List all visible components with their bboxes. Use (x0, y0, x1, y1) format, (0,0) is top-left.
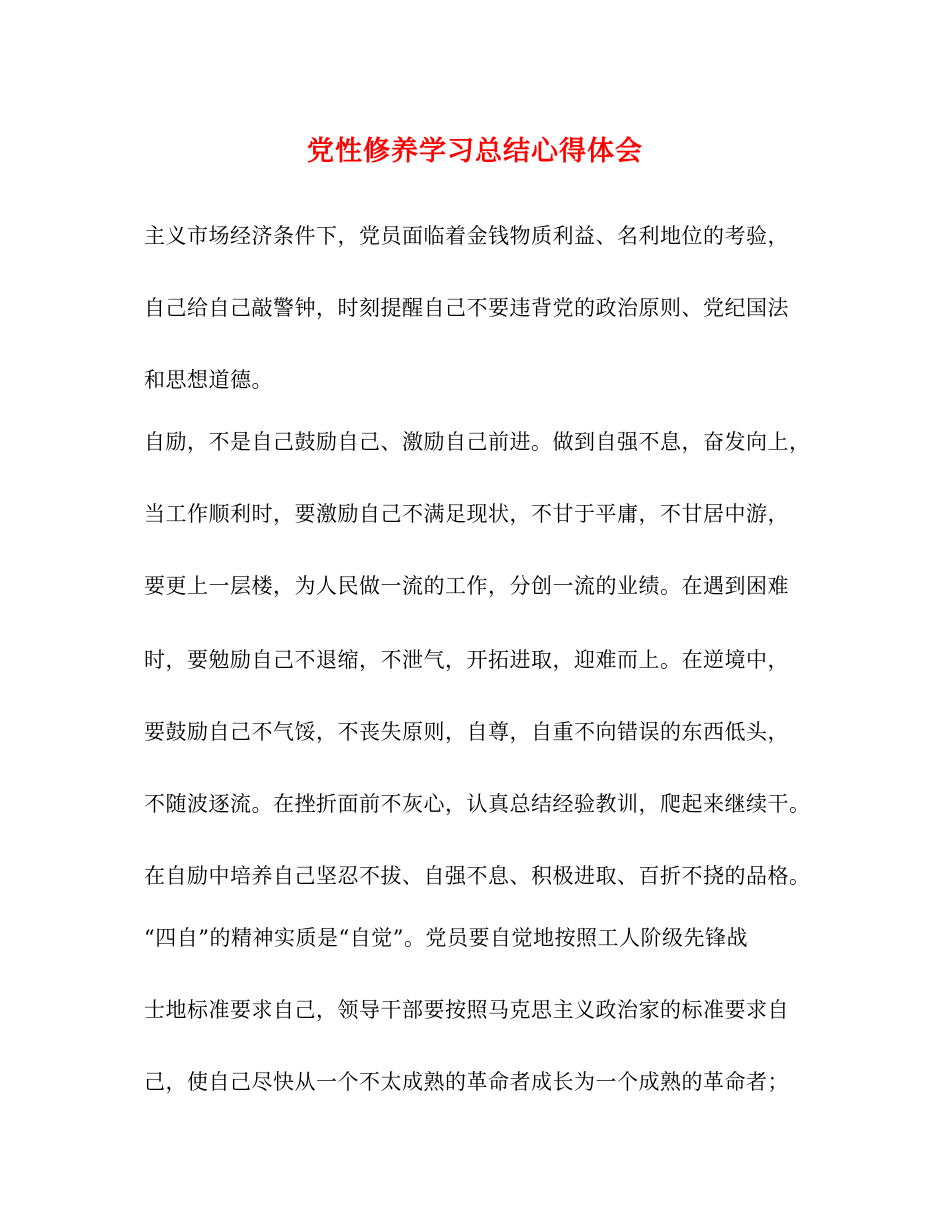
body-line: 要鼓励自己不气馁，不丧失原则，自尊，自重不向错误的东西低头， (144, 720, 789, 744)
body-line: 主义市场经济条件下，党员面临着金钱物质利益、名利地位的考验， (144, 224, 789, 248)
body-line: 要更上一层楼，为人民做一流的工作，分创一流的业绩。在遇到困难 (144, 574, 789, 598)
body-line: 自励，不是自己鼓励自己、激励自己前进。做到自强不息，奋发向上， (144, 430, 811, 454)
body-line: 士地标准要求自己，领导干部要按照马克思主义政治家的标准要求自 (144, 998, 789, 1022)
body-line: 自己给自己敲警钟，时刻提醒自己不要违背党的政治原则、党纪国法 (144, 296, 789, 320)
body-line: “四自”的精神实质是“自觉”。党员要自觉地按照工人阶级先锋战 (144, 926, 748, 950)
body-line: 己，使自己尽快从一个不太成熟的革命者成长为一个成熟的革命者； (144, 1070, 789, 1094)
body-line: 不随波逐流。在挫折面前不灰心，认真总结经验教训，爬起来继续干。 (144, 792, 811, 816)
body-line: 在自励中培养自己坚忍不拔、自强不息、积极进取、百折不挠的品格。 (144, 864, 811, 888)
body-line: 和思想道德。 (144, 368, 273, 392)
body-line: 时，要勉励自己不退缩，不泄气，开拓进取，迎难而上。在逆境中， (144, 648, 789, 672)
body-line: 当工作顺利时，要激励自己不满足现状，不甘于平庸，不甘居中游， (144, 502, 789, 526)
document-title: 党性修养学习总结心得体会 (307, 136, 643, 167)
